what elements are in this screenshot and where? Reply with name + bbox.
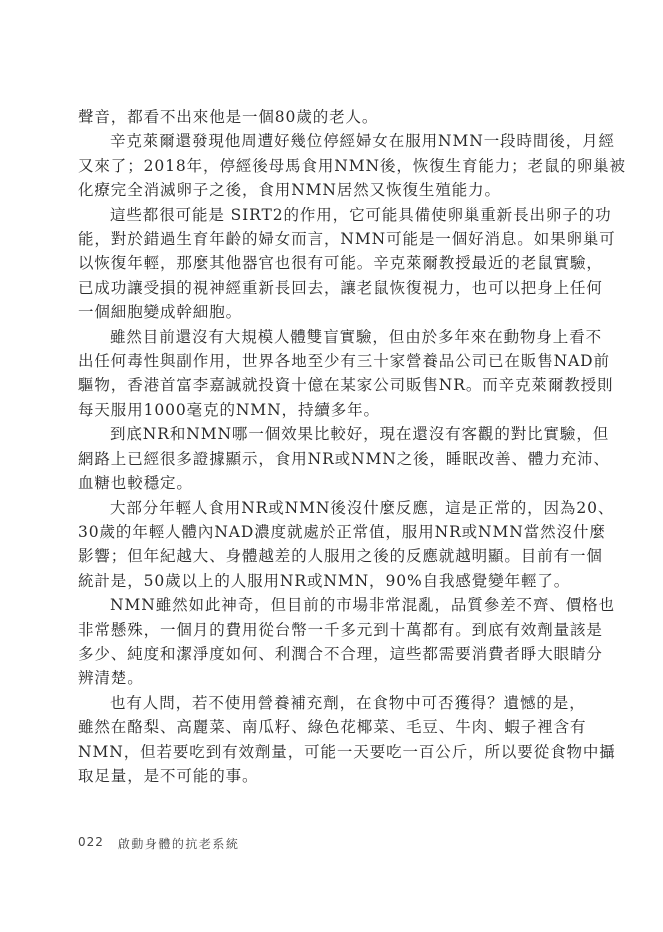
paragraph: [78, 422, 610, 495]
book-title: 啟動身體的抗老系統: [117, 837, 240, 851]
text-line: 能，對於錯過生育年齡的婦女而言，NMN可能是一個好消息。如果卵巢可: [78, 230, 616, 249]
text-line: 又來了；2018年，停經後母馬食用NMN後，恢復生育能力；老鼠的卵巢被: [78, 156, 626, 175]
text-line: 也有人問，若不使用營養補充劑，在食物中可否獲得？遺憾的是，: [110, 693, 586, 712]
text-line: 多少、純度和潔淨度如何、利潤合不合理，這些都需要消費者睜大眼睛分: [78, 644, 603, 663]
text-line: 取足量，是不可能的事。: [78, 766, 259, 785]
text-line: 聲音，都看不出來他是一個80歲的老人。: [78, 108, 379, 126]
text-line: 網路上已經很多證據顯示，食用NR或NMN之後，睡眠改善、體力充沛、: [78, 449, 610, 468]
text-line: 這些都很可能是 SIRT2的作用，它可能具備使卵巢重新長出卵子的功: [110, 205, 612, 224]
text-line: 已成功讓受損的視神經重新長回去，讓老鼠恢復視力，也可以把身上任何: [78, 278, 603, 297]
text-line: 到底NR和NMN哪一個效果比較好，現在還沒有客觀的對比實驗，但: [110, 425, 610, 444]
text-line: 每天服用1000毫克的NMN，持續多年。: [78, 400, 380, 419]
text-line: 驅物，香港首富李嘉誠就投資十億在某家公司販售NR。而辛克萊爾教授則: [78, 376, 614, 395]
text-line: 化療完全消滅卵子之後，食用NMN居然又恢復生殖能力。: [78, 181, 501, 200]
text-line: 辛克萊爾還發現他周遭好幾位停經婦女在服用NMN一段時間後，月經: [110, 132, 615, 151]
body-text: [78, 105, 626, 788]
text-line: 血糖也較穩定。: [78, 474, 193, 493]
page-number: 022: [78, 835, 104, 849]
paragraph: [78, 325, 614, 423]
text-line: 大部分年輕人食用NR或NMN後沒什麼反應，這是正常的，因為20、: [110, 498, 615, 517]
paragraph: [78, 496, 615, 594]
paragraph: [78, 105, 584, 129]
text-line: 雖然目前還沒有大規模人體雙盲實驗，但由於多年來在動物身上看不: [110, 327, 603, 346]
text-line: 出任何毒性與副作用，世界各地至少有三十家營養品公司已在販售NAD前: [78, 352, 610, 371]
paragraph: [78, 691, 616, 789]
paragraph: [78, 203, 616, 325]
text-line: 30歲的年輕人體內NAD濃度就處於正常值，服用NR或NMN當然沒什麼: [78, 522, 606, 541]
text-line: 非常懸殊，一個月的費用從台幣一千多元到十萬都有。到底有效劑量該是: [78, 620, 603, 639]
text-line: NMN，但若要吃到有效劑量，可能一天要吃一百公斤，所以要從食物中攝: [78, 742, 616, 761]
text-line: 影響；但年紀越大、身體越差的人服用之後的反應就越明顯。目前有一個: [78, 547, 603, 566]
running-footer: [78, 835, 239, 852]
text-line: 雖然在酪梨、高麗菜、南瓜籽、綠色花椰菜、毛豆、牛肉、蝦子裡含有: [78, 718, 587, 737]
paragraph: [78, 593, 615, 691]
text-line: 辨清楚。: [78, 669, 144, 688]
paragraph: [78, 129, 626, 202]
text-line: NMN雖然如此神奇，但目前的市場非常混亂，品質參差不齊、價格也: [110, 596, 615, 615]
text-line: 一個細胞變成幹細胞。: [78, 303, 243, 322]
text-line: 以恢復年輕，那麼其他器官也很有可能。辛克萊爾教授最近的老鼠實驗，: [78, 254, 603, 273]
text-line: 統計是，50歲以上的人服用NR或NMN，90%自我感覺變年輕了。: [78, 571, 571, 590]
